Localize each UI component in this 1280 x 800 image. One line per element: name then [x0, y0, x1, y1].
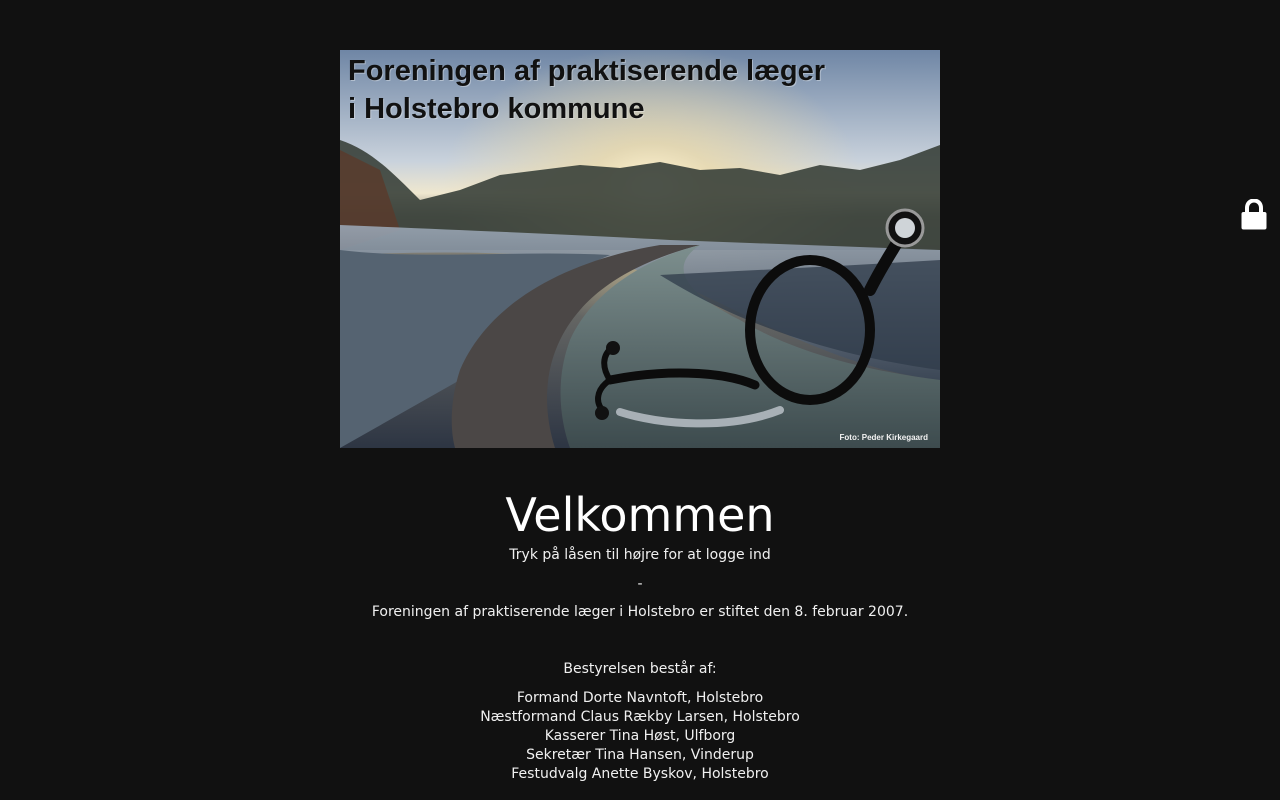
- banner-title-line-2: i Holstebro kommune: [348, 93, 645, 125]
- photo-credit: Foto: Peder Kirkegaard: [839, 433, 928, 442]
- board-member: Sekretær Tina Hansen, Vinderup: [526, 747, 754, 763]
- lock-icon[interactable]: [1240, 199, 1268, 231]
- main-content: [0, 484, 1280, 784]
- page-title: Velkommen: [505, 488, 775, 542]
- board-member: Kasserer Tina Høst, Ulfborg: [544, 728, 736, 744]
- separator-text: -: [637, 576, 643, 592]
- header-banner-image: [340, 50, 940, 448]
- banner-title-line-1: Foreningen af praktiserende læger: [348, 55, 826, 87]
- board-member: Festudvalg Anette Byskov, Holstebro: [511, 766, 769, 782]
- banner-title: [348, 52, 825, 128]
- board-member: Formand Dorte Navntoft, Holstebro: [516, 690, 764, 706]
- login-instruction: Tryk på låsen til højre for at logge ind: [509, 547, 771, 563]
- board-heading: Bestyrelsen består af:: [563, 661, 717, 677]
- about-text: Foreningen af praktiserende læger i Holstebro er stiftet den 8. februar 2007.: [371, 604, 909, 620]
- board-member: Næstformand Claus Rækby Larsen, Holstebro: [480, 709, 800, 725]
- board-members-list: [0, 689, 1280, 784]
